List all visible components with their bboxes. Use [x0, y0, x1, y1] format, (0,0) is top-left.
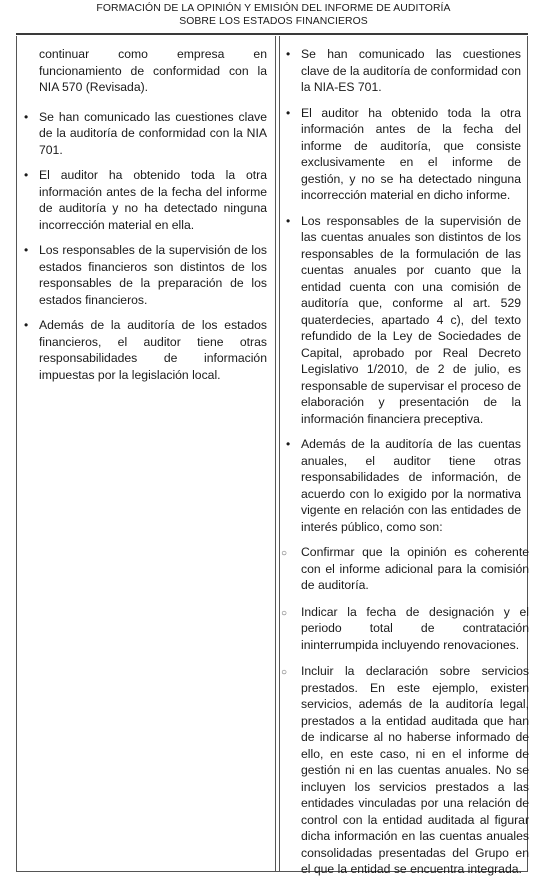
- list-item: • El auditor ha obtenido toda la otra información antes de la fecha del informe de auditoría, que consiste exclusivamente en el informe de gestión, y no se ha detectado ninguna incorrección material en dicho informe.: [286, 105, 521, 202]
- list-item: • Los responsables de la supervisión de las cuentas anuales son distintos de los responsables de la formulación de las cuentas anuales por cuanto que la entidad cuenta con una comisión de auditoría que, conforme al art. 529 quaterdecies, apartado 4 c), del texto refundido de la Ley de Sociedades de Capital, aprobado por Real Decreto Legislativo 1/2010, de 2 de julio, es responsable de supervisar el proceso de elaboración y presentación de la información financiera preceptiva.: [286, 213, 521, 426]
- sub-list-item: ○ Confirmar que la opinión es coherente con el informe adicional para la comisión de auditoría.: [281, 545, 529, 592]
- list-item: • Se han comunicado las cuestiones clave de la auditoría de conformidad con la NIA 701.: [24, 109, 267, 157]
- continued-paragraph: continuar como empresa en funcionamiento de conformidad con la NIA 570 (Revisada).: [39, 47, 267, 94]
- list-item: • El auditor ha obtenido toda la otra información antes de la fecha del informe de auditoría y no ha detectado ninguna incorrección material en ella.: [24, 168, 267, 232]
- comparison-table: [16, 36, 529, 876]
- page-header: [0, 2, 547, 28]
- sub-list-item: ○ Incluir la declaración sobre servicios prestados. En este ejemplo, existen servicios, además de la auditoría legal, prestados a la entidad auditada que han de indicarse al no haberse informado de ello, en este caso, ni en el informe de gestión ni en las cuentas anuales. No se incluyen los servicios prestados a las entidades vinculadas por una relación de control con la entidad auditada al figurar dicha información en las cuentas anuales consolidadas presentadas del Grupo en el que la entidad se encuentra integrada.: [281, 664, 529, 876]
- header-rule: [16, 33, 528, 35]
- header-title-line-2: SOBRE LOS ESTADOS FINANCIEROS: [179, 16, 368, 27]
- hollow-circle-bullet-icon: ○: [281, 607, 288, 619]
- bullet-icon: •: [24, 243, 29, 257]
- bullet-icon: •: [24, 109, 29, 124]
- bullet-icon: •: [286, 213, 291, 228]
- column-divider: [275, 36, 276, 871]
- bullet-icon: •: [286, 105, 291, 120]
- bullet-icon: •: [24, 168, 29, 182]
- bullet-icon: •: [24, 318, 29, 332]
- header-title-line-1: FORMACIÓN DE LA OPINIÓN Y EMISIÓN DEL INFORME DE AUDITORÍA: [96, 3, 451, 14]
- list-item: • Además de la auditoría de las cuentas anuales, el auditor tiene otras responsabilidades de información, de acuerdo con lo exigido por la normativa vigente en relación con las entidades de interés público, como son:: [286, 437, 521, 534]
- sub-list-item: ○ Indicar la fecha de designación y el periodo total de contratación ininterrumpida incluyendo renovaciones.: [281, 604, 529, 652]
- hollow-circle-bullet-icon: ○: [281, 548, 288, 559]
- right-column: [279, 36, 529, 878]
- bullet-icon: •: [286, 47, 291, 61]
- list-item: • Los responsables de la supervisión de los estados financieros son distintos de los responsables de la preparación de los estados financieros.: [24, 243, 267, 307]
- list-item: • Se han comunicado las cuestiones clave de la auditoría de conformidad con la NIA-ES 701.: [286, 47, 521, 94]
- list-item: • Además de la auditoría de los estados financieros, el auditor tiene otras responsabilidades de información impuestas por la legislación local.: [24, 318, 267, 382]
- hollow-circle-bullet-icon: ○: [281, 667, 288, 678]
- sub-bullet-list: [281, 544, 529, 878]
- left-bullet-list: [24, 109, 267, 384]
- left-column: [17, 36, 275, 383]
- bullet-icon: •: [286, 437, 291, 451]
- right-bullet-list: [286, 46, 521, 535]
